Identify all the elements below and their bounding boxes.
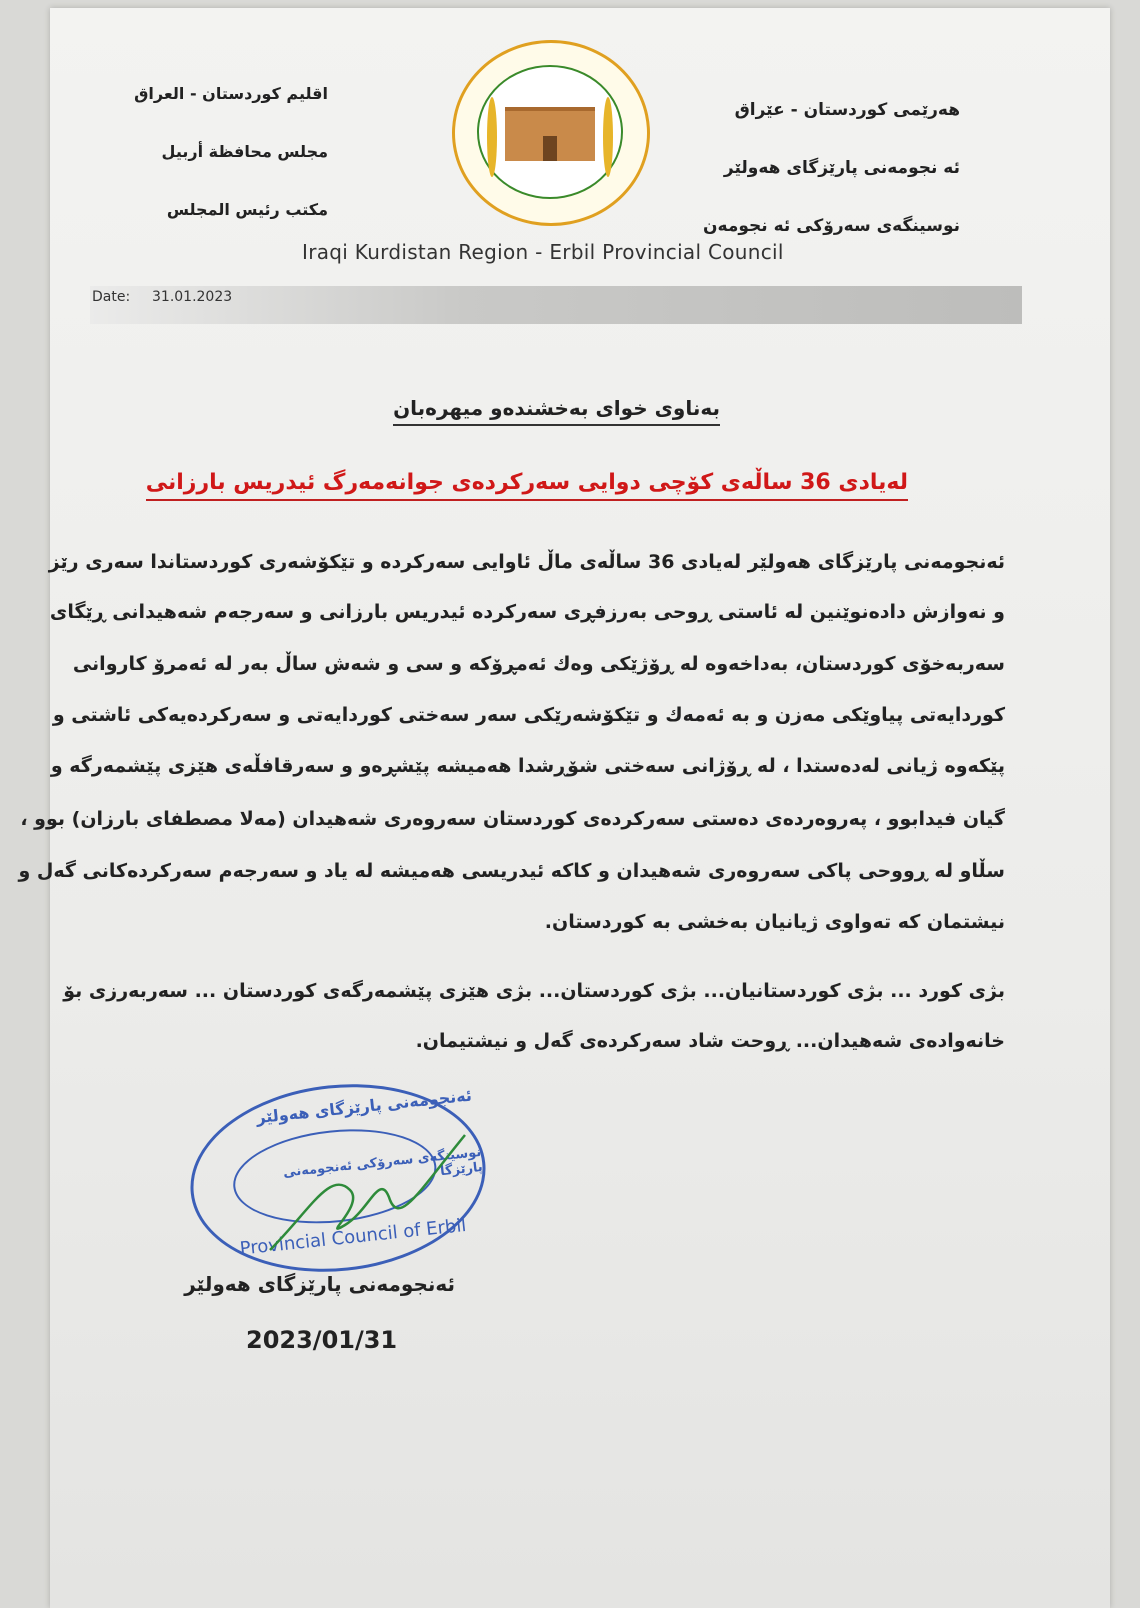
basmala-heading: بەناوی خوای بەخشندەو میهرەبان	[393, 396, 720, 426]
body-line: و نەوازش دادەنوێنین لە ئاستی ڕوحی بەرزفڕی سەرکردە ئیدریس بارزانی و سەرجەم شەهیدانی ڕێگای	[49, 601, 1005, 623]
header-kurdish-line-1: هەرێمی کوردستان - عێراق	[734, 100, 960, 120]
stamp-middle-text: نوسینگەی سەرۆکی ئەنجومەنی پارێزگا	[282, 1144, 484, 1181]
header-kurdish-line-3: نوسینگەی سەرۆکی ئه نجومه‌ن	[703, 216, 960, 236]
header-arabic-line-2: مجلس محافظة أربيل	[161, 142, 328, 161]
council-logo	[452, 40, 650, 226]
body-line: پێکەوە ژیانی لەدەستدا ، لە ڕۆژانی سەختی شۆڕشدا هەمیشە پێشڕەو و سەرقافڵەی هێزی پێشمەرگە و	[50, 755, 1005, 777]
closing-line: بژی کورد ... بژی کوردستانیان... بژی کوردستان... بژی هێزی پێشمەرگەی کوردستان ... سەربەرزی بۆ	[63, 980, 1005, 1002]
header-arabic-line-1: اقليم كوردستان - العراق	[134, 84, 328, 103]
date-label: Date:	[92, 289, 131, 305]
date-value: 31.01.2023	[152, 289, 233, 305]
signatory-name: ئەنجومەنی پارێزگای هەولێر	[184, 1272, 455, 1296]
body-line: کوردایەتی پیاوێکی مەزن و بە ئەمەك و تێکۆشەرێکی سەر سەختی کوردایەتی و سەرکردەیەکی ئاشتی و	[52, 704, 1005, 726]
body-line: سڵاو لە ڕووحی پاکی سەروەری شەهیدان و کاکە ئیدریسی هەمیشە لە یاد و سەرجەم سەرکردەکانی گەل و	[18, 860, 1005, 882]
document-title: لەیادی 36 ساڵەی کۆچی دوایی سەرکردەی جوانەمەرگ ئیدریس بارزانی	[146, 470, 908, 501]
stamp-bottom-text: Provincial Council of Erbil	[238, 1214, 468, 1260]
closing-line: خانەوادەی شەهیدان... ڕوحت شاد سەرکردەی گەل و نیشتیمان.	[415, 1030, 1005, 1052]
body-line: سەربەخۆی کوردستان، بەداخەوە لە ڕۆژێکی وەك ئەمڕۆکە و سی و شەش ساڵ بەر لە ئەمرۆ کاروانی	[72, 653, 1005, 675]
body-line: گیان فیدابوو ، پەروەردەی دەستی سەرکردەی کوردستان سەروەری شەهیدان (مەلا مصطفای بارزان) بوو ،	[20, 808, 1005, 830]
signature-date: 2023/01/31	[246, 1326, 398, 1354]
date-bar	[90, 286, 1022, 324]
body-line: ئەنجومەنی پارێزگای هەولێر لەیادی 36 ساڵەی ماڵ ئاوایی سەرکردە و تێکۆشەری کوردستاندا سەری رێز	[48, 551, 1005, 573]
handwritten-signature	[250, 1130, 470, 1260]
header-english-title: Iraqi Kurdistan Region - Erbil Provincial Council	[302, 240, 784, 264]
header-kurdish-line-2: ئه نجومه‌نی پارێزگای هەولێر	[723, 158, 960, 178]
body-line: نیشتمان کە تەواوی ژیانیان بەخشی بە کوردستان.	[544, 911, 1005, 933]
citadel-icon	[505, 107, 595, 161]
header-arabic-line-3: مكتب رئيس المجلس	[166, 200, 328, 219]
stamp-top-text: ئەنجومەنی پارێزگای هەولێر	[255, 1085, 473, 1128]
